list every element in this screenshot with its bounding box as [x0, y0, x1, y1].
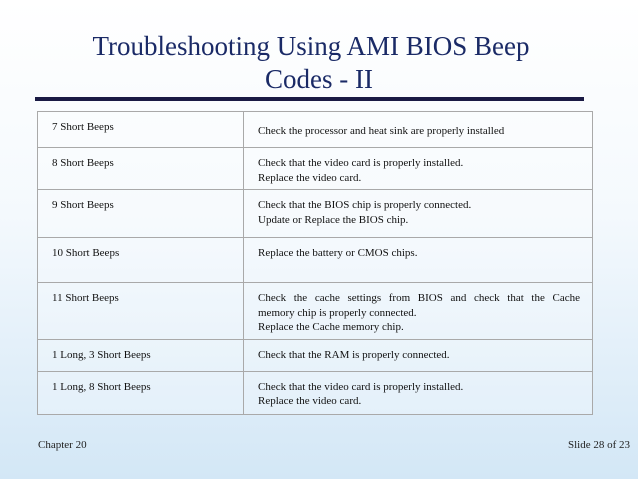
action-cell — [244, 238, 593, 283]
action-line: Check that the BIOS chip is properly connected. — [258, 199, 472, 211]
action-cell — [244, 148, 593, 190]
action-line: Check that the video card is properly installed. — [258, 380, 464, 393]
action-line: Check that the video card is properly installed. — [258, 157, 464, 169]
beep-code-cell: 8 Short Beeps — [38, 148, 244, 190]
table-row — [38, 190, 593, 238]
beep-code-cell: 7 Short Beeps — [38, 112, 244, 148]
action-line: Check that the RAM is properly connected. — [258, 348, 450, 361]
action-line: Update or Replace the BIOS chip. — [258, 213, 409, 226]
beep-code-cell: 1 Long, 8 Short Beeps — [38, 371, 244, 414]
action-line: Replace the Cache memory chip. — [258, 321, 404, 333]
action-line: Replace the video card. — [258, 395, 362, 407]
action-cell — [244, 283, 593, 340]
chapter-label: Chapter 20 — [38, 439, 87, 451]
table-row — [38, 238, 593, 283]
action-line: Replace the video card. — [258, 171, 362, 184]
action-cell — [244, 190, 593, 238]
beep-code-cell: 11 Short Beeps — [38, 283, 244, 340]
table-row — [38, 339, 593, 371]
table-row — [38, 371, 593, 414]
slide-title-line-2: Codes - II — [265, 64, 373, 94]
beep-code-cell: 9 Short Beeps — [38, 190, 244, 238]
slide-number: Slide 28 of 23 — [567, 439, 630, 451]
action-cell — [244, 339, 593, 371]
beep-codes-table — [37, 111, 593, 415]
slide-title-line-1: Troubleshooting Using AMI BIOS Beep — [92, 31, 530, 61]
action-line: Replace the battery or CMOS chips. — [258, 247, 418, 259]
action-cell — [244, 112, 593, 148]
beep-code-cell: 10 Short Beeps — [38, 238, 244, 283]
action-line: Check the processor and heat sink are properly installed — [258, 125, 505, 137]
title-divider — [35, 97, 584, 101]
slide-title — [0, 30, 638, 96]
table-row — [38, 148, 593, 190]
beep-code-cell: 1 Long, 3 Short Beeps — [38, 339, 244, 371]
action-line: Check the cache settings from BIOS and check that the Cache — [258, 292, 580, 304]
action-cell — [244, 371, 593, 414]
table-row — [38, 112, 593, 148]
table-row — [38, 283, 593, 340]
action-line: memory chip is properly connected. — [258, 306, 417, 319]
